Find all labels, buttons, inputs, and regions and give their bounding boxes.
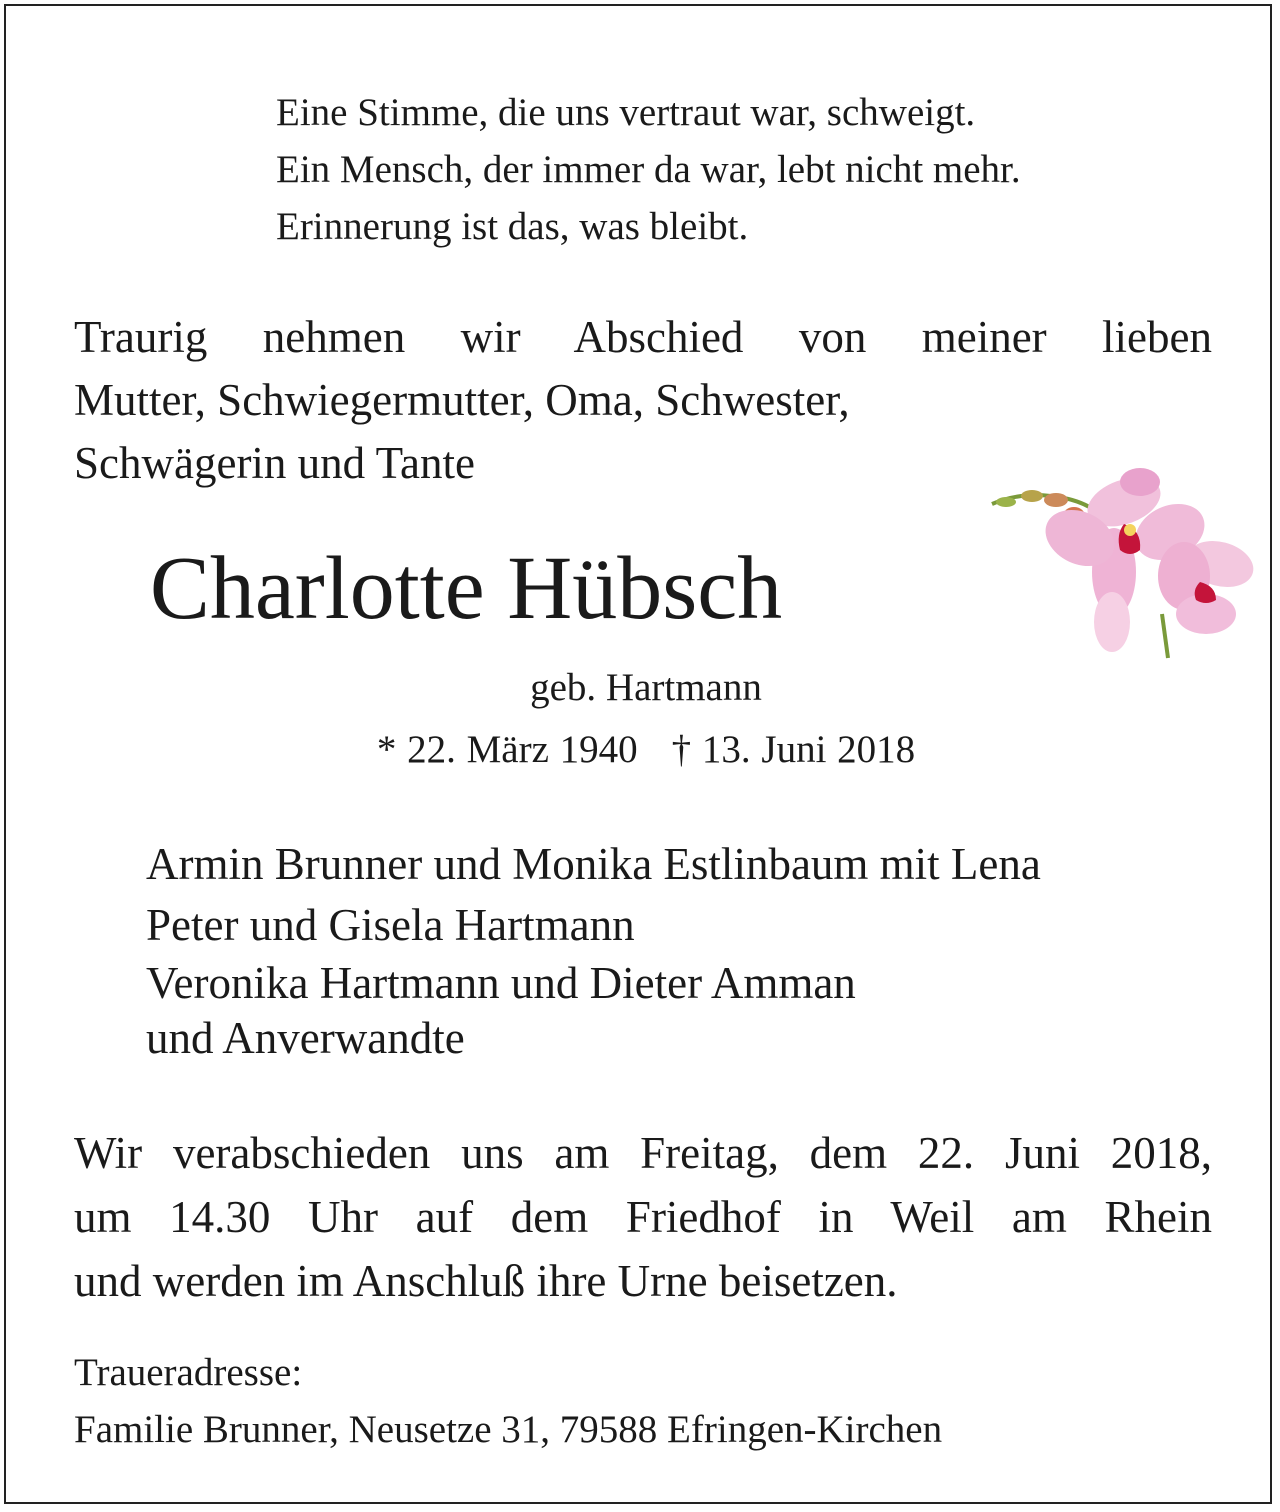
deceased-name: Charlotte Hübsch bbox=[149, 539, 783, 638]
mourning-address bbox=[74, 1344, 942, 1458]
intro-line-3: Schwägerin und Tante bbox=[74, 438, 475, 488]
address-line: Familie Brunner, Neusetze 31, 79588 Efringen-Kirchen bbox=[74, 1408, 943, 1451]
birth-date: * 22. März 1940 bbox=[376, 728, 638, 771]
mourner-line: Veronika Hartmann und Dieter Amman bbox=[146, 958, 856, 1008]
ceremony-line-3: und werden im Anschluß ihre Urne beisetzen. bbox=[74, 1256, 898, 1306]
address-label: Traueradresse: bbox=[74, 1351, 303, 1394]
ceremony-info bbox=[74, 1121, 1212, 1313]
ceremony-line-2: um 14.30 Uhr auf dem Friedhof in Weil am Rhein bbox=[74, 1192, 1212, 1242]
poem-line-3: Erinnerung ist das, was bleibt. bbox=[276, 205, 749, 248]
mourner-line: Peter und Gisela Hartmann bbox=[146, 900, 635, 950]
mourner-line: Armin Brunner und Monika Estlinbaum mit Lena bbox=[146, 839, 1041, 889]
death-date: † 13. Juni 2018 bbox=[671, 728, 916, 771]
poem-line-2: Ein Mensch, der immer da war, lebt nicht mehr. bbox=[276, 148, 1021, 191]
intro-line-2: Mutter, Schwiegermutter, Oma, Schwester, bbox=[74, 375, 850, 425]
birth-name: geb. Hartmann bbox=[530, 666, 762, 709]
mourners-list bbox=[146, 834, 1041, 1066]
poem-line-1: Eine Stimme, die uns vertraut war, schweigt. bbox=[276, 91, 976, 134]
poem-verse bbox=[276, 84, 1021, 255]
obituary-notice bbox=[4, 4, 1272, 1504]
life-dates bbox=[6, 724, 1280, 776]
mourner-line: und Anverwandte bbox=[146, 1013, 465, 1063]
ceremony-line-1: Wir verabschieden uns am Freitag, dem 22. Juni 2018, bbox=[74, 1128, 1212, 1178]
intro-line-1: Traurig nehmen wir Abschied von meiner lieben bbox=[74, 312, 1212, 362]
